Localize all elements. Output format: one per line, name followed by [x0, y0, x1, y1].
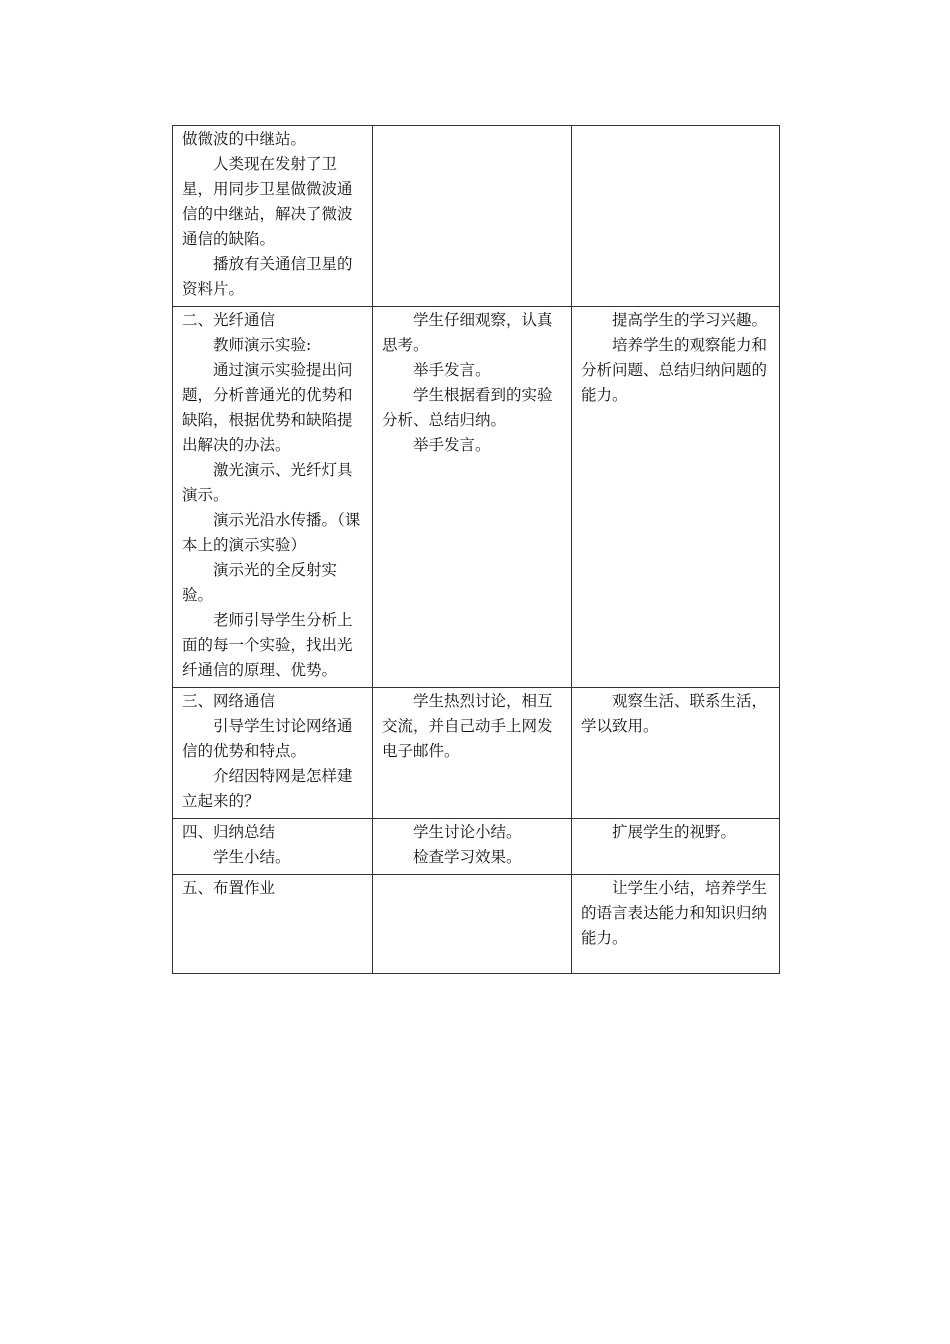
paragraph: 学生仔细观察，认真思考。 — [382, 311, 553, 354]
paragraph: 引导学生讨论网络通信的优势和特点。 — [182, 717, 353, 760]
table-row — [173, 688, 780, 819]
paragraph: 老师引导学生分析上面的每一个实验，找出光纤通信的原理、优势。 — [182, 611, 353, 679]
design-intent-cell — [572, 819, 780, 875]
design-intent-cell — [572, 126, 780, 307]
teacher-activity-cell — [173, 875, 373, 974]
table-row — [173, 819, 780, 875]
design-intent-cell — [572, 875, 780, 974]
teacher-activity-cell — [173, 307, 373, 688]
paragraph: 学生根据看到的实验分析、总结归纳。 — [382, 386, 553, 429]
paragraph: 学生讨论小结。 — [413, 823, 522, 841]
design-intent-cell — [572, 688, 780, 819]
table-row — [173, 126, 780, 307]
student-activity-cell — [373, 819, 572, 875]
paragraph: 学生热烈讨论，相互交流，并自己动手上网发电子邮件。 — [382, 692, 553, 760]
paragraph: 培养学生的观察能力和分析问题、总结归纳问题的能力。 — [581, 336, 768, 404]
student-activity-cell — [373, 126, 572, 307]
paragraph: 观察生活、联系生活，学以致用。 — [581, 692, 768, 735]
section-heading: 三、网络通信 — [182, 692, 276, 710]
paragraph: 举手发言。 — [413, 436, 491, 454]
paragraph: 扩展学生的视野。 — [612, 823, 737, 841]
paragraph: 教师演示实验: — [213, 336, 312, 354]
student-activity-cell — [373, 307, 572, 688]
teacher-activity-cell — [173, 688, 373, 819]
paragraph: 激光演示、光纤灯具演示。 — [182, 461, 353, 504]
paragraph: 让学生小结，培养学生的语言表达能力和知识归纳能力。 — [581, 879, 768, 947]
table-row — [173, 875, 780, 974]
student-activity-cell — [373, 688, 572, 819]
teacher-activity-cell — [173, 126, 373, 307]
paragraph: 提高学生的学习兴趣。 — [612, 311, 768, 329]
teacher-activity-cell — [173, 819, 373, 875]
section-heading: 五、布置作业 — [182, 879, 276, 897]
paragraph: 演示光的全反射实验。 — [182, 561, 338, 604]
lesson-plan-table — [172, 125, 780, 974]
student-activity-cell — [373, 875, 572, 974]
section-heading: 二、光纤通信 — [182, 311, 276, 329]
design-intent-cell — [572, 307, 780, 688]
paragraph: 演示光沿水传播。（课本上的演示实验） — [182, 511, 361, 554]
paragraph: 检查学习效果。 — [413, 848, 522, 866]
section-heading: 四、归纳总结 — [182, 823, 276, 841]
paragraph: 做微波的中继站。 — [182, 130, 307, 148]
paragraph: 介绍因特网是怎样建立起来的？ — [182, 767, 353, 810]
table-row — [173, 307, 780, 688]
paragraph: 人类现在发射了卫星，用同步卫星做微波通信的中继站，解决了微波通信的缺陷。 — [182, 155, 353, 248]
paragraph: 举手发言。 — [413, 361, 491, 379]
paragraph: 通过演示实验提出问题，分析普通光的优势和缺陷，根据优势和缺陷提出解决的办法。 — [182, 361, 353, 454]
paragraph: 学生小结。 — [213, 848, 291, 866]
paragraph: 播放有关通信卫星的资料片。 — [182, 255, 353, 298]
